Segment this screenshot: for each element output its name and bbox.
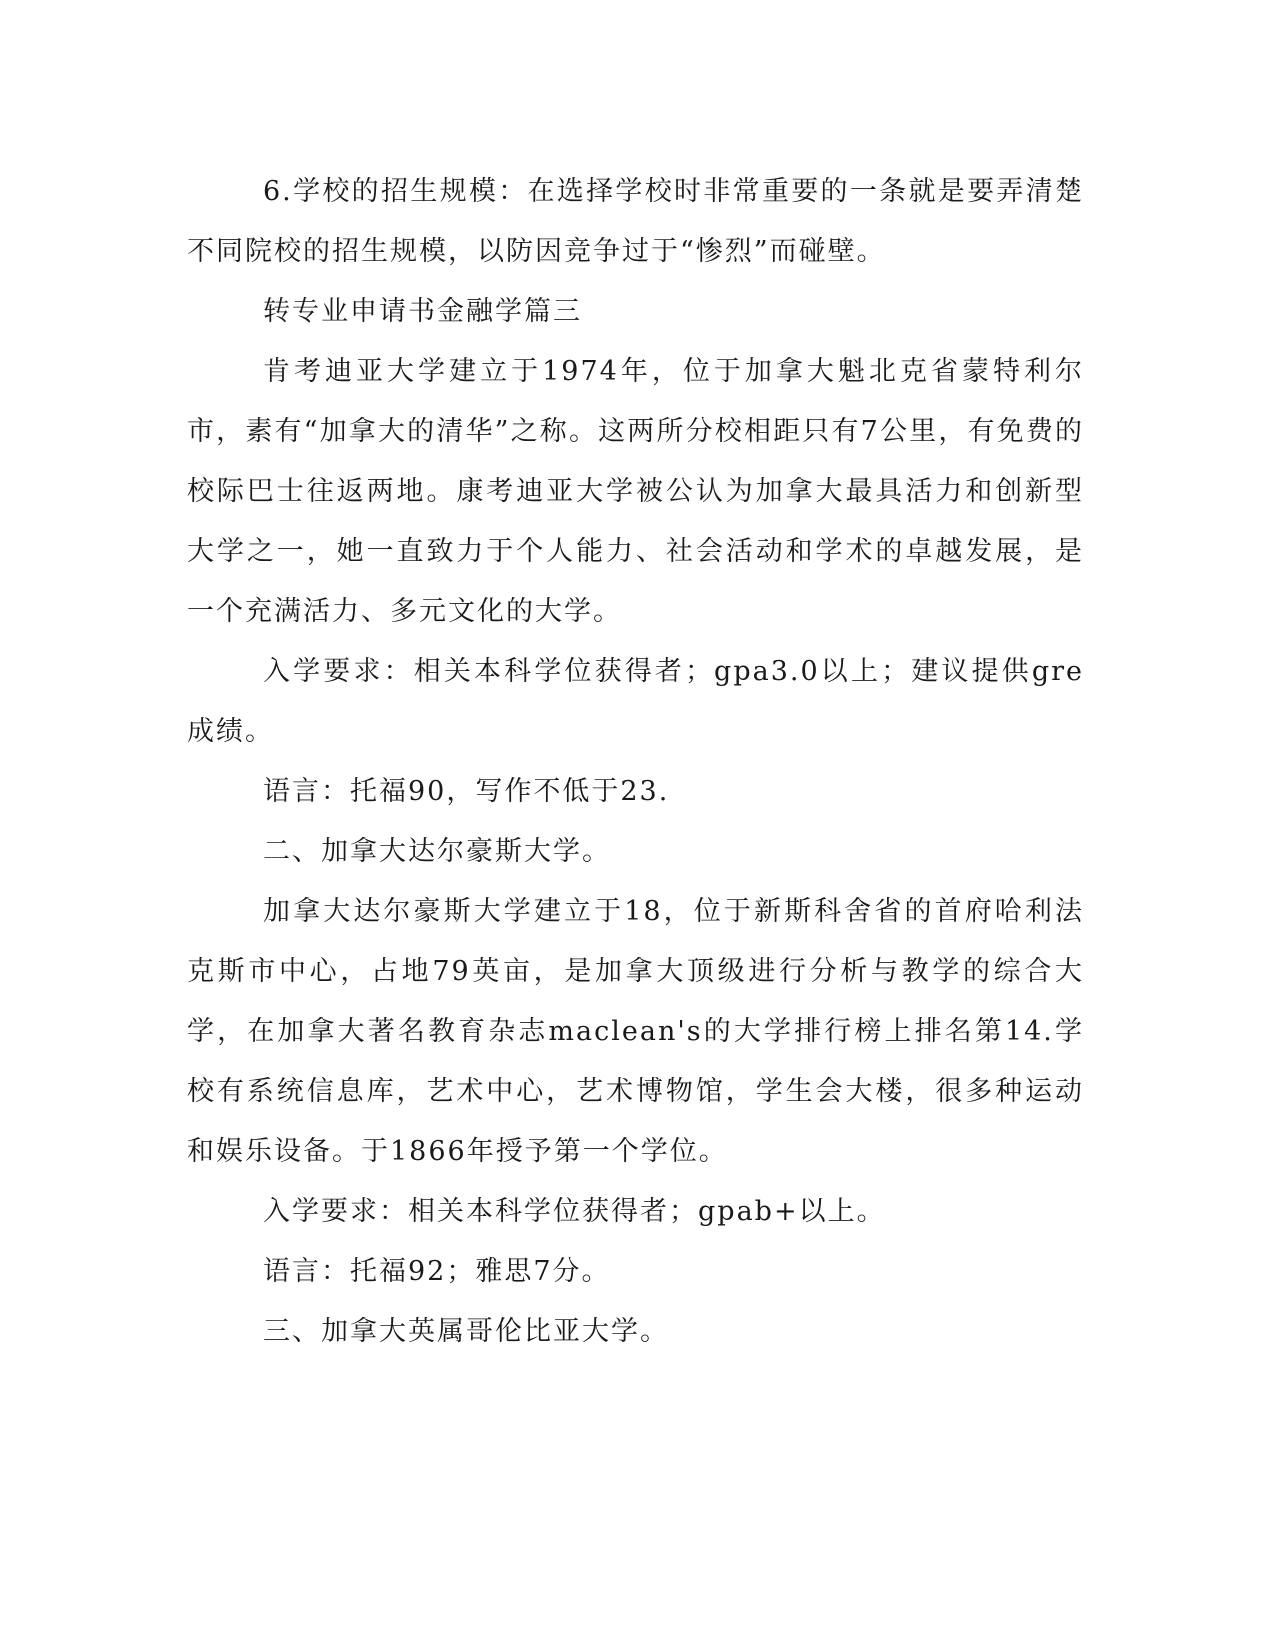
paragraph-dalhousie-intro: 加拿大达尔豪斯大学建立于18，位于新斯科舍省的首府哈利法克斯市中心，占地79英亩，是加拿大顶级进行分析与教学的综合大学，在加拿大著名教育杂志maclean's的大学排行榜上排名第14.学校有系统信息库，艺术中心，艺术博物馆，学生会大楼，很多种运动和娱乐设备。于1866年授予第一个学位。 — [187, 896, 1084, 1167]
paragraph-dalhousie-language: 语言：托福92；雅思7分。 — [263, 1256, 611, 1287]
document-body — [187, 162, 1084, 1362]
section-heading-part-three: 转专业申请书金融学篇三 — [263, 296, 582, 327]
paragraph-concordia-intro: 肯考迪亚大学建立于1974年，位于加拿大魁北克省蒙特利尔市，素有“加拿大的清华”之称。这两所分校相距只有7公里，有免费的校际巴士往返两地。康考迪亚大学被公认为加拿大最具活力和创新型大学之一，她一直致力于个人能力、社会活动和学术的卓越发展，是一个充满活力、多元文化的大学。 — [187, 356, 1084, 627]
paragraph-school-enrollment-scale: 6.学校的招生规模：在选择学校时非常重要的一条就是要弄清楚不同院校的招生规模，以防因竞争过于“惨烈”而碰壁。 — [187, 176, 1084, 267]
heading-dalhousie: 二、加拿大达尔豪斯大学。 — [263, 836, 611, 867]
paragraph-concordia-admission: 入学要求：相关本科学位获得者；gpa3.0以上；建议提供gre成绩。 — [187, 656, 1084, 747]
paragraph-concordia-language: 语言：托福90，写作不低于23. — [263, 776, 670, 807]
heading-ubc: 三、加拿大英属哥伦比亚大学。 — [263, 1316, 669, 1347]
paragraph-dalhousie-admission: 入学要求：相关本科学位获得者；gpab+以上。 — [263, 1196, 886, 1227]
